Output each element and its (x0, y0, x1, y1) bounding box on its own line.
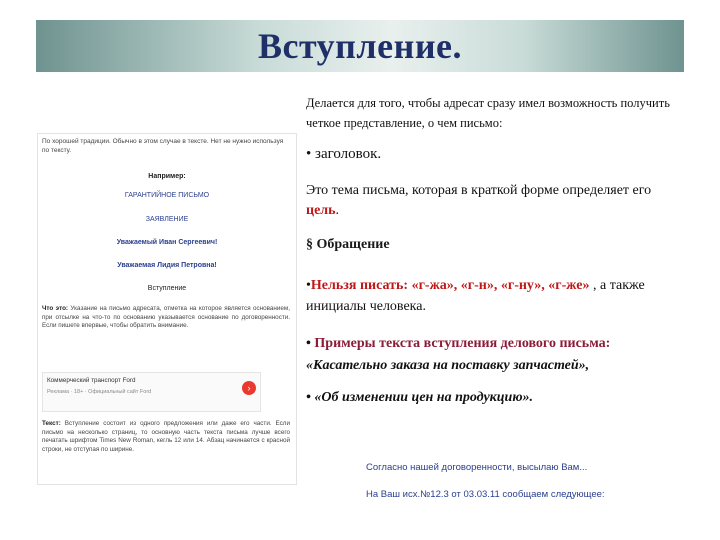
letter-example-image (37, 133, 297, 485)
item-heading-text: заголовок. (315, 146, 382, 162)
bullet-icon: • (306, 146, 312, 162)
ad-banner[interactable] (42, 372, 261, 412)
bullet-icon: • (306, 278, 311, 293)
intro-text: Делается для того, чтобы адресат сразу имел возможность получить четкое представление, о чем письмо: (306, 96, 670, 130)
salutation-text: Обращение (316, 237, 390, 252)
item-example-2 (306, 390, 686, 406)
bullet-icon: • (306, 390, 311, 405)
subject-period: . (335, 203, 340, 218)
item-subject-description (306, 181, 686, 221)
doc-paragraph-2-text: Вступление состоит из одного предложения или даже его части. Если письмо на несколько страниц, то основную часть текста письма лучше всего печатать шрифтом Times New Roman, кегль 12 или 14. Абзац начинается с красной строки, не отступая по ширине. (42, 420, 291, 453)
ad-title: Коммерческий транспорт Ford (47, 377, 136, 384)
ad-subtitle: Реклама · 18+ · Официальный сайт Ford (47, 389, 152, 395)
item-forbidden (306, 275, 686, 317)
subject-goal-word: цель (306, 203, 336, 218)
item-examples (306, 333, 686, 377)
doc-paragraph-1 (42, 305, 290, 331)
forbidden-tail: , а также инициалы человека. (306, 278, 645, 314)
square-bullet-icon: § (306, 237, 313, 252)
doc-top-text: По хорошей традиции. Обычно в этом случае в тексте. Нет не нужно используя по тексту. (42, 138, 284, 154)
doc-example-heading: Например: (148, 173, 186, 180)
item-heading (306, 146, 686, 163)
ad-arrow-icon[interactable]: › (242, 381, 256, 395)
item-salutation (306, 237, 686, 253)
bullet-icon: • (306, 336, 311, 351)
forbidden-examples: «г-жа», «г-н», «г-ну», «г-же» (411, 278, 590, 293)
doc-paragraph-2-label: Текст: (42, 420, 61, 427)
example-2: «Об изменении цен на продукцию». (314, 390, 534, 405)
slide-title: Вступление. (257, 26, 463, 66)
bottom-example-2: На Ваш исх.№12.3 от 03.03.11 сообщаем следующее: (366, 489, 605, 500)
doc-line-greeting-1: Уважаемый Иван Сергеевич! (116, 239, 218, 246)
doc-line-guarantee-letter: ГАРАНТИЙНОЕ ПИСЬМО (124, 192, 210, 199)
doc-line-statement: ЗАЯВЛЕНИЕ (145, 216, 189, 223)
bottom-example-1: Согласно нашей договоренности, высылаю Вам... (366, 462, 588, 473)
examples-label: Примеры текста вступления делового письма: (314, 336, 611, 351)
doc-paragraph-2 (42, 420, 290, 454)
title-bar (36, 20, 684, 72)
forbidden-label: Нельзя писать: (310, 278, 409, 293)
subject-description-text: Это тема письма, которая в краткой форме определяет его (306, 183, 652, 198)
example-1: «Касательно заказа на поставку запчастей», (306, 358, 590, 373)
doc-line-intro: Вступление (147, 285, 187, 292)
doc-line-greeting-2: Уважаемая Лидия Петровна! (117, 262, 217, 269)
doc-paragraph-1-label: Что это: (42, 305, 69, 312)
doc-paragraph-1-text: Указание на письмо адресата, отметка на которое является основанием, при отсылке на что-то по основанию указывается основание по договоренности. Если пишете впервые, чтобы обратить внимание. (42, 305, 290, 330)
